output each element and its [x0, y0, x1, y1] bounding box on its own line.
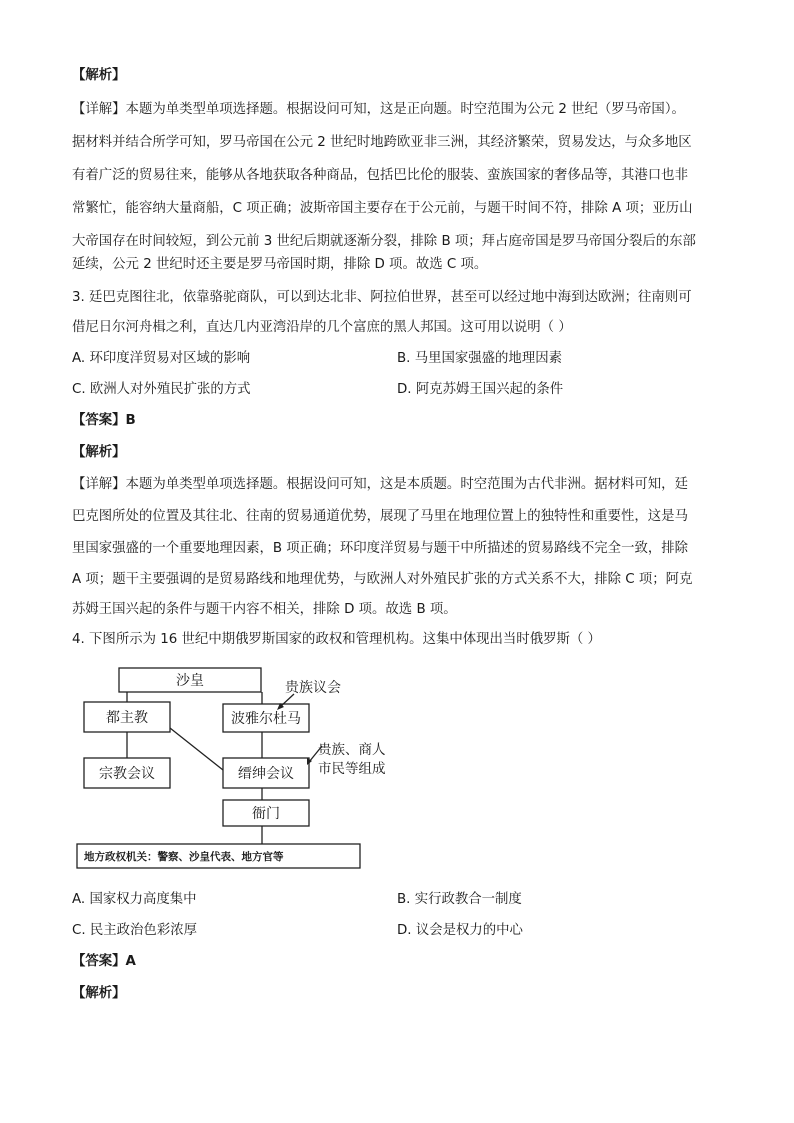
zemsky-note-line2: 市民等组成 [318, 761, 386, 777]
analysis-heading: 【解析】 [72, 986, 126, 1001]
zemsky-sobor-label: 缙绅会议 [238, 766, 294, 782]
option-c[interactable]: C. 民主政治色彩浓厚 [72, 923, 197, 938]
question-4-stem: 4. 下图所示为 16 世纪中期俄罗斯国家的政权和管理机构。这集中体现出当时俄罗斯（ ） [72, 632, 601, 647]
analysis-line: 【详解】本题为单类型单项选择题。根据设问可知，这是正向题。时空范围为公元 2 世纪（罗马帝国）。 [72, 102, 685, 117]
analysis-line: 延续，公元 2 世纪时还主要是罗马帝国时期，排除 D 项。故选 C 项。 [72, 257, 488, 272]
question-3-stem: 借尼日尔河舟楫之利，直达几内亚湾沿岸的几个富庶的黑人邦国。这可用以说明（ ） [72, 320, 572, 335]
zemsky-note-line1: 贵族、商人 [318, 742, 386, 758]
answer: 【答案】A [72, 954, 136, 969]
analysis-line: 常繁忙，能容纳大量商船，C 项正确；波斯帝国主要存在于公元前，与题干时间不符，排除 A 项；亚历山 [72, 201, 693, 216]
analysis-line: 大帝国存在时间较短，到公元前 3 世纪后期就逐渐分裂，排除 B 项；拜占庭帝国是罗马帝国分裂后的东部 [72, 234, 696, 249]
analysis-line: 【详解】本题为单类型单项选择题。根据设问可知，这是本质题。时空范围为古代非洲。据材料可知，廷 [72, 477, 688, 492]
analysis-line: 据材料并结合所学可知，罗马帝国在公元 2 世纪时地跨欧亚非三洲，其经济繁荣，贸易发达，与众多地区 [72, 135, 692, 150]
analysis-line: 巴克图所处的位置及其往北、往南的贸易通道优势，展现了马里在地理位置上的独特性和重要性，这是马 [72, 509, 688, 524]
answer: 【答案】B [72, 413, 136, 428]
option-d[interactable]: D. 阿克苏姆王国兴起的条件 [397, 382, 564, 397]
russia-government-diagram [72, 662, 412, 872]
analysis-line: 苏姆王国兴起的条件与题干内容不相关，排除 D 项。故选 B 项。 [72, 602, 457, 617]
option-b[interactable]: B. 马里国家强盛的地理因素 [397, 351, 562, 366]
tsar-label: 沙皇 [176, 673, 204, 689]
local-organs-label: 地方政权机关：警察、沙皇代表、地方官等 [84, 851, 284, 863]
question-3-stem: 3. 廷巴克图往北，依靠骆驼商队，可以到达北非、阿拉伯世界，甚至可以经过地中海到达欧洲；往南则可 [72, 290, 692, 305]
option-a[interactable]: A. 国家权力高度集中 [72, 892, 197, 907]
analysis-line: A 项；题干主要强调的是贸易路线和地理优势，与欧洲人对外殖民扩张的方式关系不大，排除 C 项；阿克 [72, 572, 693, 587]
analysis-heading: 【解析】 [72, 445, 126, 460]
prikaz-label: 衙门 [252, 806, 280, 822]
option-b[interactable]: B. 实行政教合一制度 [397, 892, 522, 907]
analysis-line: 里国家强盛的一个重要地理因素，B 项正确；环印度洋贸易与题干中所描述的贸易路线不完全一致，排除 [72, 541, 689, 556]
church-council-label: 宗教会议 [99, 766, 155, 782]
option-a[interactable]: A. 环印度洋贸易对区域的影响 [72, 351, 251, 366]
analysis-line: 有着广泛的贸易往来，能够从各地获取各种商品，包括巴比伦的服装、蛮族国家的奢侈品等，其港口也非 [72, 168, 688, 183]
analysis-heading: 【解析】 [72, 68, 126, 83]
boyar-duma-label: 波雅尔杜马 [231, 711, 301, 727]
option-d[interactable]: D. 议会是权力的中心 [397, 923, 523, 938]
option-c[interactable]: C. 欧洲人对外殖民扩张的方式 [72, 382, 251, 397]
noble-council-label: 贵族议会 [285, 680, 341, 696]
metropolitan-label: 都主教 [106, 710, 148, 726]
